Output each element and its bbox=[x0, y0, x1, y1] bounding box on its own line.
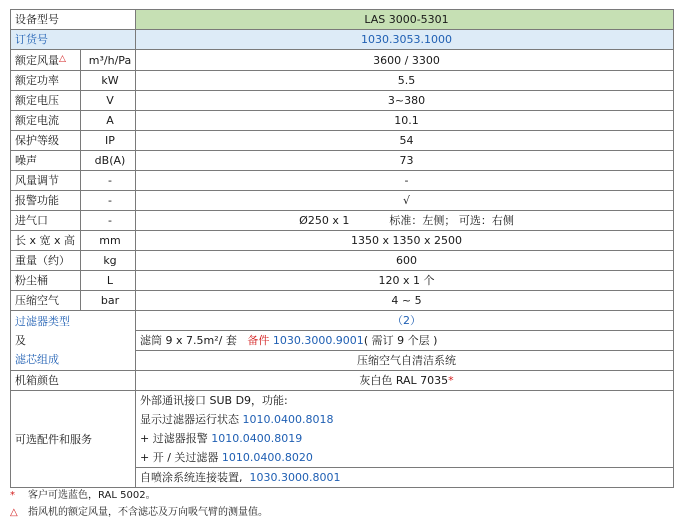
row-compressed-air bbox=[11, 291, 674, 311]
options-label: 可选配件和服务 bbox=[11, 391, 136, 488]
protection-value: 54 bbox=[136, 131, 674, 151]
options-interface: 外部通讯接口 SUB D9，功能: 显示过滤器运行状态 1010.0400.8018 + 过滤器报警 1010.0400.8019 + 开 / 关过滤器 1010.0400.8020 bbox=[136, 391, 674, 468]
row-noise bbox=[11, 151, 674, 171]
row-cabinet bbox=[11, 371, 674, 391]
row-protection bbox=[11, 131, 674, 151]
dust-bin-value: 120 x 1 个 bbox=[136, 271, 674, 291]
inlet-label: 进气口 bbox=[11, 211, 81, 231]
model-value: LAS 3000-5301 bbox=[136, 10, 674, 30]
row-weight bbox=[11, 251, 674, 271]
spray-code: 1030.3000.8001 bbox=[249, 471, 341, 484]
protection-label: 保护等级 bbox=[11, 131, 81, 151]
row-options bbox=[11, 391, 674, 468]
row-dust-bin bbox=[11, 271, 674, 291]
row-air-adjust bbox=[11, 171, 674, 191]
power-label: 额定功率 bbox=[11, 71, 81, 91]
row-airflow bbox=[11, 50, 674, 71]
compressed-air-unit: bar bbox=[81, 291, 136, 311]
row-model bbox=[11, 10, 674, 30]
switch-code: 1010.0400.8020 bbox=[221, 451, 313, 464]
filter-count: （2） bbox=[136, 311, 674, 331]
dimensions-label: 长 x 宽 x 高 bbox=[11, 231, 81, 251]
dimensions-unit: mm bbox=[81, 231, 136, 251]
star-mark: * bbox=[448, 374, 454, 387]
row-filter-count bbox=[11, 311, 674, 331]
voltage-unit: V bbox=[81, 91, 136, 111]
air-adjust-unit: - bbox=[81, 171, 136, 191]
voltage-value: 3~380 bbox=[136, 91, 674, 111]
row-current bbox=[11, 111, 674, 131]
triangle-icon: △ bbox=[59, 54, 66, 64]
alarm-value: √ bbox=[136, 191, 674, 211]
current-label: 额定电流 bbox=[11, 111, 81, 131]
air-adjust-label: 风量调节 bbox=[11, 171, 81, 191]
current-value: 10.1 bbox=[136, 111, 674, 131]
row-alarm bbox=[11, 191, 674, 211]
cabinet-value: 灰白色 RAL 7035* bbox=[136, 371, 674, 391]
airflow-label: 额定风量△ bbox=[11, 50, 81, 71]
inlet-note: 标准：左侧； 可选：右侧 bbox=[389, 214, 514, 227]
voltage-label: 额定电压 bbox=[11, 91, 81, 111]
row-voltage bbox=[11, 91, 674, 111]
alarm-code: 1010.0400.8019 bbox=[211, 432, 303, 445]
order-value: 1030.3053.1000 bbox=[136, 30, 674, 50]
order-label: 订货号 bbox=[11, 30, 136, 50]
inlet-unit: - bbox=[81, 211, 136, 231]
weight-value: 600 bbox=[136, 251, 674, 271]
triangle-icon: △ bbox=[10, 507, 18, 518]
weight-label: 重量（约） bbox=[11, 251, 81, 271]
spare-label: 备件 bbox=[247, 334, 270, 347]
cabinet-label: 机箱颜色 bbox=[11, 371, 136, 391]
noise-label: 噪声 bbox=[11, 151, 81, 171]
noise-value: 73 bbox=[136, 151, 674, 171]
compressed-air-label: 压缩空气 bbox=[11, 291, 81, 311]
row-inlet bbox=[11, 211, 674, 231]
alarm-unit: - bbox=[81, 191, 136, 211]
protection-unit: IP bbox=[81, 131, 136, 151]
row-power bbox=[11, 71, 674, 91]
dust-bin-unit: L bbox=[81, 271, 136, 291]
spare-number: 1030.3000.9001 bbox=[272, 334, 364, 347]
weight-unit: kg bbox=[81, 251, 136, 271]
spec-table bbox=[10, 9, 674, 488]
star-icon: * bbox=[10, 490, 15, 501]
current-unit: A bbox=[81, 111, 136, 131]
dust-bin-label: 粉尘桶 bbox=[11, 271, 81, 291]
filter-label: 过滤器类型 及 滤芯组成 bbox=[11, 311, 136, 371]
options-spray: 自喷涂系统连接装置, 1030.3000.8001 bbox=[136, 468, 674, 488]
dimensions-value: 1350 x 1350 x 2500 bbox=[136, 231, 674, 251]
compressed-air-value: 4 ~ 5 bbox=[136, 291, 674, 311]
row-dimensions bbox=[11, 231, 674, 251]
filter-cleaning: 压缩空气自清洁系统 bbox=[136, 351, 674, 371]
airflow-value: 3600 / 3300 bbox=[136, 50, 674, 71]
inlet-value: Ø250 x 1 标准：左侧； 可选：右侧 bbox=[136, 211, 674, 231]
footnote-triangle: △ 指风机的额定风量，不含滤芯及万向吸气臂的测量值。 bbox=[10, 507, 268, 518]
footnote-star: * 客户可选蓝色，RAL 5002。 bbox=[10, 490, 156, 501]
airflow-unit: m³/h/Pa bbox=[81, 50, 136, 71]
noise-unit: dB(A) bbox=[81, 151, 136, 171]
row-order bbox=[11, 30, 674, 50]
alarm-label: 报警功能 bbox=[11, 191, 81, 211]
air-adjust-value: - bbox=[136, 171, 674, 191]
power-unit: kW bbox=[81, 71, 136, 91]
power-value: 5.5 bbox=[136, 71, 674, 91]
model-label: 设备型号 bbox=[11, 10, 136, 30]
status-code: 1010.0400.8018 bbox=[242, 413, 334, 426]
filter-cartridge: 滤筒 9 x 7.5m²/ 套 备件 1030.3000.9001( 需订 9 个层 ) bbox=[136, 331, 674, 351]
